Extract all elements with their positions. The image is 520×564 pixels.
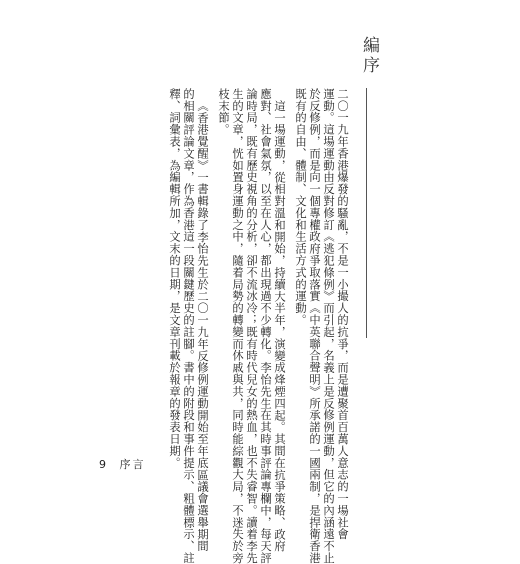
page-footer [99,456,146,472]
text-column: 《香港覺醒》一書輯錄了李怡先生於二〇一九年反修例運動開始至年底區議會選舉期間 [196,100,209,553]
text-column: 的相關評論文章，作為香港這一段關鍵歷史的註腳。書中的附段和事件提示、粗體標示、註 [182,88,195,564]
text-column: 這一場運動，從相對溫和開始，持續大半年，演變成烽煙四起。其間在抗爭策略、政府 [273,100,286,553]
text-column: 二〇一九年香港爆發的騷亂，不是一小撮人的抗爭，而是遭聚首百萬人意志的一場社會 [336,88,349,541]
text-column: 運動。這場運動由反對修訂《逃犯條例》而引起，名義上是反修例運動，但它的內涵遠不止 [322,88,335,564]
text-column: 於反修例，而是向一個專權政府爭取落實《中英聯合聲明》所承諾的一國兩制，是捍衛香港 [308,88,321,564]
text-column: 應對、社會氣氛，以至在人心，都出現過不少轉化。李怡先生在其時事評論專欄中，每天評 [259,88,272,564]
text-column: 論時局，既有歷史視角的分析，卻不流冰冷；既有時代兒女的熱血，也不失睿智。讀着李先 [245,88,258,564]
footer-title: 序言 [119,458,146,471]
text-column: 釋、詞彙表，為編輯所加，文末的日期，是文章刊載於報章的發表日期。 [168,88,181,469]
title-divider [366,88,367,338]
text-column: 生的文章，恍如置身運動之中，隨着局勢的轉變而休戚與共，同時能綜觀大局，不迷失於旁 [231,88,244,564]
page-title: 編序 [359,36,379,76]
text-column: 既有的自由、體制、文化和生活方式的運動。 [294,88,307,326]
text-column: 枝末節。 [217,88,230,136]
page-number: 9 [99,458,106,471]
